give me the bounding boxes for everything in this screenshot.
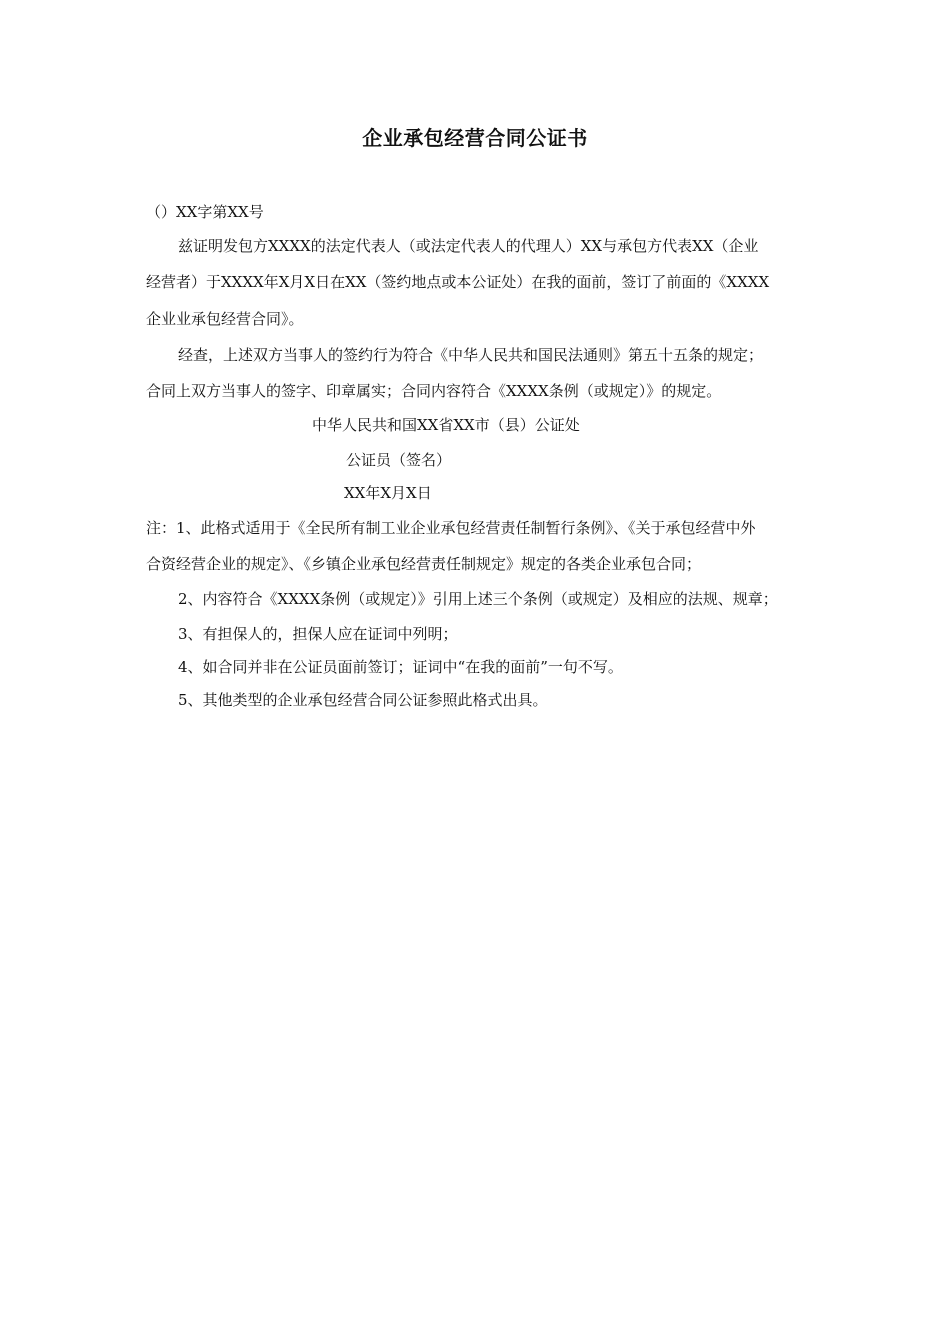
note-line-6: 5、其他类型的企业承包经营合同公证参照此格式出具。 [178,691,548,709]
body-line-4: 经查，上述双方当事人的签约行为符合《中华人民共和国民法通则》第五十五条的规定； [178,346,764,364]
notary-office: 中华人民共和国XX省XX市（县）公证处 [312,416,580,434]
body-line-2: 经营者）于XXXX年X月X日在XX（签约地点或本公证处）在我的面前，签订了前面的《XXXX [146,273,770,291]
note-line-5: 4、如合同并非在公证员面前签订；证词中“在我的面前”一句不写。 [178,658,623,676]
body-line-5: 合同上双方当事人的签字、印章属实；合同内容符合《XXXX条例（或规定）》的规定。 [146,382,722,400]
note-line-2: 合资经营企业的规定》、《乡镇企业承包经营责任制规定》规定的各类企业承包合同； [146,555,702,573]
note-line-4: 3、有担保人的，担保人应在证词中列明； [178,625,458,643]
body-line-3: 企业业承包经营合同》。 [146,310,304,328]
notary-signature: 公证员（签名） [346,451,452,469]
document-number: （）XX字第XX号 [146,203,264,221]
document-title: 企业承包经营合同公证书 [362,126,588,150]
notary-date: XX年X月X日 [344,484,432,502]
note-line-1: 注：1、此格式适用于《全民所有制工业企业承包经营责任制暂行条例》、《关于承包经营中外 [146,519,756,537]
note-line-3: 2、内容符合《XXXX条例（或规定）》引用上述三个条例（或规定）及相应的法规、规章； [178,590,778,608]
body-line-1: 兹证明发包方XXXX的法定代表人（或法定代表人的代理人）XX与承包方代表XX（企业 [178,237,759,255]
